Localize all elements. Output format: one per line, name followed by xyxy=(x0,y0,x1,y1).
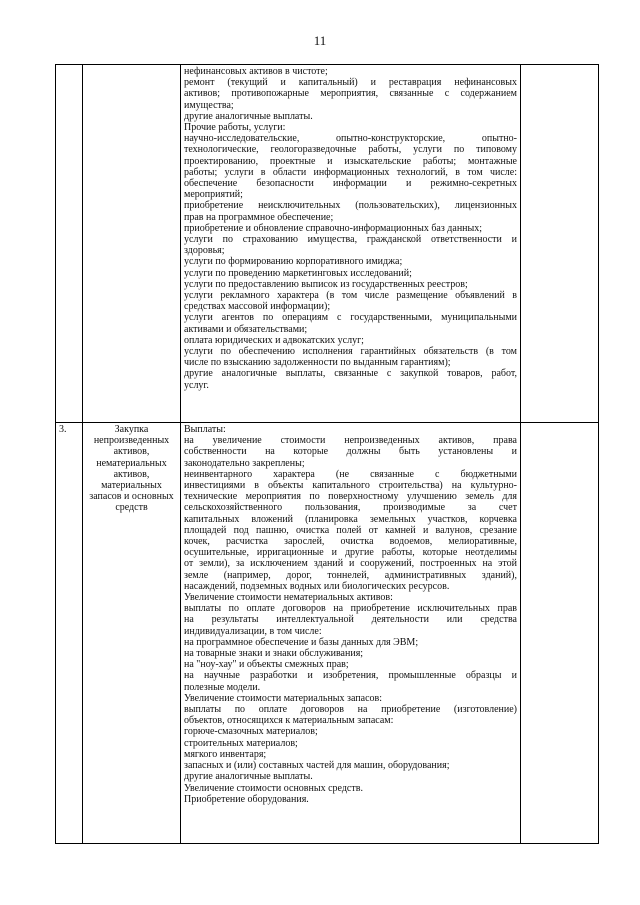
row-content-line: услуги по проведению маркетинговых исследований; xyxy=(184,267,412,279)
row-content-line: обеспечение безопасности информации и режимно-секретных xyxy=(184,178,517,190)
row-content-line: осушительные, ирригационные и другие работы, которые неотделимы xyxy=(184,547,517,559)
row-content-line: инвестициями в объекты капитального строительства) на культурно- xyxy=(184,480,517,492)
row-content-line: нефинансовых активов в чистоте; xyxy=(184,66,328,77)
row-content-line: выплаты по оплате договоров на приобретение исключительных прав xyxy=(184,603,517,615)
row-content-line: индивидуализации, в том числе: xyxy=(184,625,322,637)
row-content-line: имущества; xyxy=(184,99,234,111)
row-content-line: числе по взысканию задолженности по выданным гарантиям); xyxy=(184,357,451,369)
row-content-line: горюче-смазочных материалов; xyxy=(184,726,318,738)
row-content-line: Увеличение стоимости нематериальных активов: xyxy=(184,592,393,604)
expense-classification-table xyxy=(55,64,599,844)
row-content-line: капитальных вложений (планировка земельных участков, корчевка xyxy=(184,513,517,525)
row-content-line: научно-исследовательские, опытно-конструкторские, опытно- xyxy=(184,133,517,145)
row-content-line: Выплаты: xyxy=(184,424,226,435)
row-content-line: услуг. xyxy=(184,379,209,391)
row-content-line: активами и обязательствами; xyxy=(184,323,308,335)
row-content-line: запасных и (или) составных частей для машин, оборудования; xyxy=(184,760,450,772)
row-number-cell: 3. xyxy=(56,423,83,844)
row-content-line: мягкого инвентаря; xyxy=(184,748,267,760)
row-name-line: средств xyxy=(115,502,148,514)
row-content-line: на увеличение стоимости непроизведенных активов, права xyxy=(184,435,517,447)
row-note-cell xyxy=(521,65,599,423)
row-content-line: насаждений, подземных водных или биологических ресурсов. xyxy=(184,580,450,592)
row-content-line: законодательно закреплены; xyxy=(184,457,305,469)
row-content-line: услуги по предоставлению выписок из государственных реестров; xyxy=(184,278,468,290)
row-content-line: услуги рекламного характера (в том числе размещение объявлений в xyxy=(184,290,517,302)
row-content-line: сельскохозяйственного пользования, производимые за счет xyxy=(184,502,517,514)
row-content-cell xyxy=(181,423,521,844)
table-row xyxy=(56,423,599,844)
row-content-line: технические мероприятия по поверхностному улучшению земель для xyxy=(184,491,517,503)
row-content-line: оплата юридических и адвокатских услуг; xyxy=(184,334,364,346)
row-content-line: работы; услуги в области информационных технологий, в том числе: xyxy=(184,166,517,178)
row-name-line: запасов и основных xyxy=(89,491,174,503)
row-content-line: Увеличение стоимости основных средств. xyxy=(184,782,363,794)
row-content-line: приобретение неисключительных (пользовательских), лицензионных xyxy=(184,200,517,212)
row-content-line: активов; противопожарные мероприятия, связанные с содержанием xyxy=(184,88,517,100)
row-content-line: другие аналогичные выплаты, связанные с закупкой товаров, работ, xyxy=(184,368,517,380)
row-name-cell xyxy=(83,65,181,423)
row-content-line: от земли), за исключением зданий и сооружений, построенных на этой xyxy=(184,558,517,570)
row-name-line: непроизведенных xyxy=(93,435,170,447)
row-content-line: собственности на которые должны быть установлены и xyxy=(184,446,517,458)
row-content-line: на результаты интеллектуальной деятельности или средства xyxy=(184,614,517,626)
row-content-line: услуги по страхованию имущества, гражданской ответственности и xyxy=(184,234,517,246)
row-content-line: Прочие работы, услуги: xyxy=(184,122,286,134)
row-content-line: на программное обеспечение и базы данных для ЭВМ; xyxy=(184,636,419,648)
row-content-line: полезные модели. xyxy=(184,681,261,693)
row-content-line: объектов, относящихся к материальным запасам: xyxy=(184,715,394,727)
row-content-line: выплаты по оплате договоров на приобретение (изготовление) xyxy=(184,704,517,716)
row-content-line: прав на программное обеспечение; xyxy=(184,211,334,223)
row-number-cell xyxy=(56,65,83,423)
row-name-line: Закупка xyxy=(114,424,149,435)
row-content-line: земле (например, дорог, тоннелей, административных зданий), xyxy=(184,569,517,581)
row-content-line: на "ноу-хау" и объекты смежных прав; xyxy=(184,659,349,671)
row-content-line: Приобретение оборудования. xyxy=(184,793,309,805)
row-content-line: услуги агентов по операциям с государственными, муниципальными xyxy=(184,312,517,324)
row-name-line: нематериальных xyxy=(96,457,167,469)
row-content-line: услуги по обеспечению исполнения гарантийных обязательств (в том xyxy=(184,346,517,358)
page-number: 11 xyxy=(313,33,327,48)
row-content-line: на товарные знаки и знаки обслуживания; xyxy=(184,648,364,660)
row-content-line: Увеличение стоимости материальных запасов: xyxy=(184,692,383,704)
row-content-line: другие аналогичные выплаты. xyxy=(184,771,313,783)
row-content-line: площадей под пашню, очистка полей от камней и валунов, срезание xyxy=(184,524,517,536)
row-name-cell xyxy=(83,423,181,844)
row-content-cell xyxy=(181,65,521,423)
row-content-line: другие аналогичные выплаты. xyxy=(184,110,313,122)
row-name-line: активов, xyxy=(113,446,150,458)
row-content-line: ремонт (текущий и капитальный) и реставрация нефинансовых xyxy=(184,77,517,89)
row-content-line: неинвентарного характера (не связанные с бюджетными xyxy=(184,468,517,480)
row-content-line: здоровья; xyxy=(184,245,225,257)
row-content-line: услуги по формированию корпоративного имиджа; xyxy=(184,256,403,268)
row-content-line: проектированию, проектные и изыскательские работы; монтажные xyxy=(184,155,517,167)
row-content-line: кочек, расчистка зарослей, очистка водоемов, мелиоративные, xyxy=(184,536,517,548)
row-note-cell xyxy=(521,423,599,844)
row-content-line: мероприятий; xyxy=(184,189,243,201)
row-content-line: строительных материалов; xyxy=(184,737,298,749)
row-content-line: технологические, геологоразведочные работы, услуги по типовому xyxy=(184,144,517,156)
table-row xyxy=(56,65,599,423)
row-content-line: на научные разработки и изобретения, промышленные образцы и xyxy=(184,670,517,682)
row-content-line: приобретение и обновление справочно-информационных баз данных; xyxy=(184,222,483,234)
row-name-line: материальных xyxy=(101,480,162,492)
row-name-line: активов, xyxy=(113,468,150,480)
row-content-line: средствах массовой информации); xyxy=(184,301,331,313)
